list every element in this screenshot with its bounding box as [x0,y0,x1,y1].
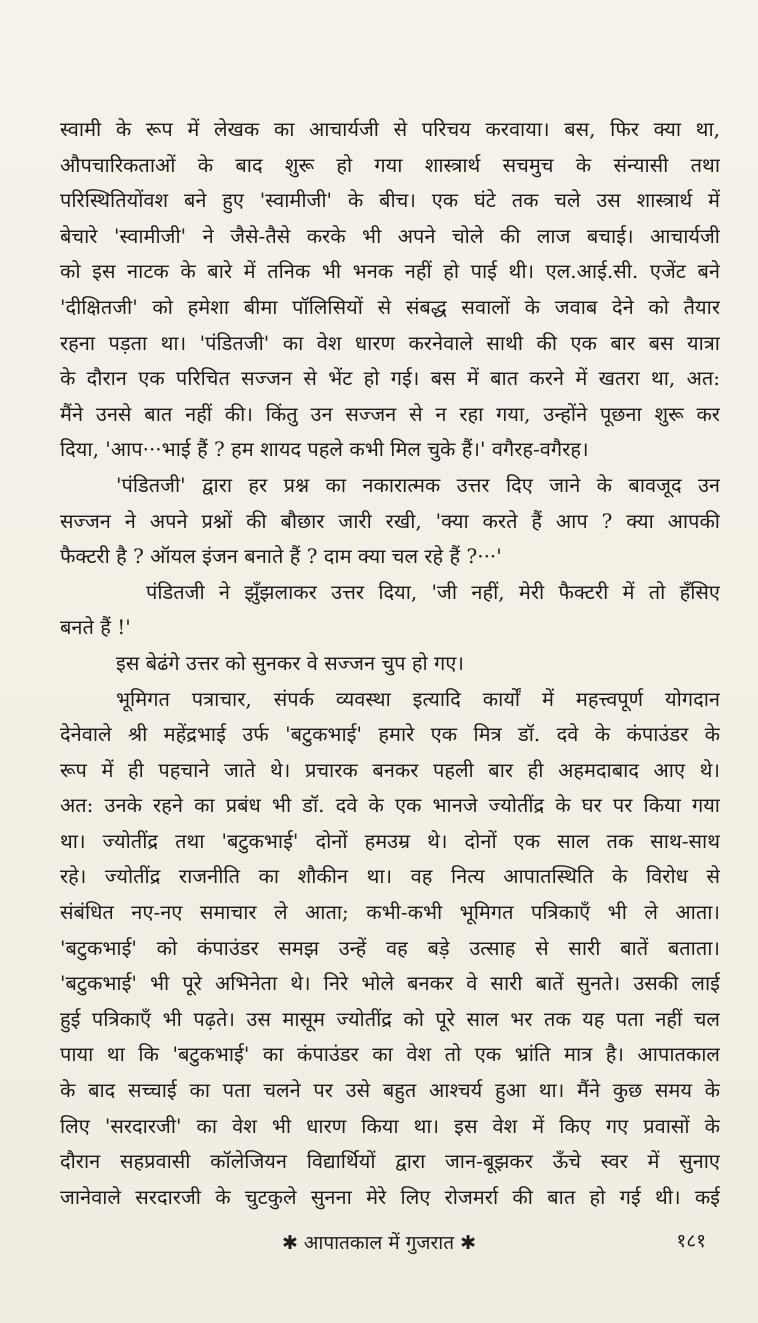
text-line: औपचारिकताओं के बाद शुरू हो गया शास्त्रार्थ सचमुच के संन्यासी तथा [60,152,720,177]
text-line: मैंने उनसे बात नहीं की। किंतु उन सज्जन से न रहा गया, उन्होंने पूछना शुरू कर [60,401,720,426]
text-line: दिया, 'आप···भाई हैं ? हम शायद पहले कभी मिल चुके हैं।' वगैरह-वगैरह। [60,437,589,462]
text-line: अत: उनके रहने का प्रबंध भी डॉ. दवे के एक भानजे ज्योतींद्र के घर पर किया गया [60,793,720,818]
text-line: बनते हैं !' [60,615,131,640]
text-line: बेचारे 'स्वामीजी' ने जैसे-तैसे करके भी अपने चोले की लाज बचाई। आचार्यजी [60,223,720,248]
text-line: सज्जन ने अपने प्रश्नों की बौछार जारी रखी, 'क्या करते हैं आप ? क्या आपकी [60,508,720,533]
text-line: रहे। ज्योतींद्र राजनीति का शौकीन था। वह नित्य आपातस्थिति के विरोध से [60,864,720,889]
text-line: के बाद सच्चाई का पता चलने पर उसे बहुत आश्चर्य हुआ था। मैंने कुछ समय के [60,1078,720,1103]
text-line: था। ज्योतींद्र तथा 'बटुकभाई' दोनों हमउम्र थे। दोनों एक साल तक साथ-साथ [60,828,720,853]
text-line: फैक्टरी है ? ऑयल इंजन बनाते हैं ? दाम क्या चल रहे हैं ?···' [60,544,502,569]
text-line: स्वामी के रूप में लेखक का आचार्यजी से परिचय करवाया। बस, फिर क्या था, [60,117,720,141]
text-line: के दौरान एक परिचित सज्जन से भेंट हो गई। बस में बात करने में खतरा था, अत: [60,366,720,391]
paragraph-start-line: इस बेढंगे उत्तर को सुनकर वे सज्जन चुप हो गए। [116,650,464,675]
paragraph-start-line: पंडितजी ने झुँझलाकर उत्तर दिया, 'जी नहीं, मेरी फैक्टरी में तो हँसिए [146,579,720,604]
text-line: संबंधित नए-नए समाचार ले आता; कभी-कभी भूमिगत पत्रिकाएँ भी ले आता। [60,900,720,925]
text-line: दौरान सहप्रवासी कॉलेजियन विद्यार्थियों द्वारा जान-बूझकर ऊँचे स्वर में सुनाए [60,1149,720,1174]
text-line: 'दीक्षितजी' को हमेशा बीमा पॉलिसियों से संबद्ध सवालों के जवाब देने को तैयार [60,294,720,319]
page-number: १८१ [676,1230,706,1252]
paragraph-start-line: भूमिगत पत्राचार, संपर्क व्यवस्था इत्यादि कार्यों में महत्त्वपूर्ण योगदान [116,686,720,711]
text-line: रूप में ही पहचाने जाते थे। प्रचारक बनकर पहली बार ही अहमदाबाद आए थे। [60,757,720,782]
text-line: पाया था कि 'बटुकभाई' का कंपाउंडर का वेश तो एक भ्रांति मात्र है। आपातकाल [60,1042,720,1067]
page-body [60,112,720,1215]
running-footer-title: ✱ आपातकाल में गुजरात ✱ [281,1232,477,1254]
text-line: लिए 'सरदारजी' का वेश भी धारण किया था। इस वेश में किए गए प्रवासों के [60,1113,720,1138]
text-line: को इस नाटक के बारे में तनिक भी भनक नहीं हो पाई थी। एल.आई.सी. एजेंट बने [60,259,720,284]
text-line: देनेवाले श्री महेंद्रभाई उर्फ 'बटुकभाई' हमारे एक मित्र डॉ. दवे के कंपाउंडर के [60,722,720,747]
text-line: हुई पत्रिकाएँ भी पढ़ते। उस मासूम ज्योतींद्र को पूरे साल भर तक यह पता नहीं चल [60,1006,720,1031]
paragraph-start-line: 'पंडितजी' द्वारा हर प्रश्न का नकारात्मक उत्तर दिए जाने के बावजूद उन [116,472,720,497]
text-line: रहना पड़ता था। 'पंडितजी' का वेश धारण करनेवाले साथी की एक बार बस यात्रा [60,330,720,355]
page-footer [0,1227,758,1257]
text-line: 'बटुकभाई' भी पूरे अभिनेता थे। निरे भोले बनकर वे सारी बातें सुनते। उसकी लाई [60,971,720,996]
text-line: परिस्थितियोंवश बने हुए 'स्वामीजी' के बीच। एक घंटे तक चले उस शास्त्रार्थ में [60,188,720,213]
text-line: जानेवाले सरदारजी के चुटकुले सुनना मेरे लिए रोजमर्रा की बात हो गई थी। कई [60,1184,720,1209]
text-line: 'बटुकभाई' को कंपाउंडर समझ उन्हें वह बड़े उत्साह से सारी बातें बताता। [60,935,720,960]
